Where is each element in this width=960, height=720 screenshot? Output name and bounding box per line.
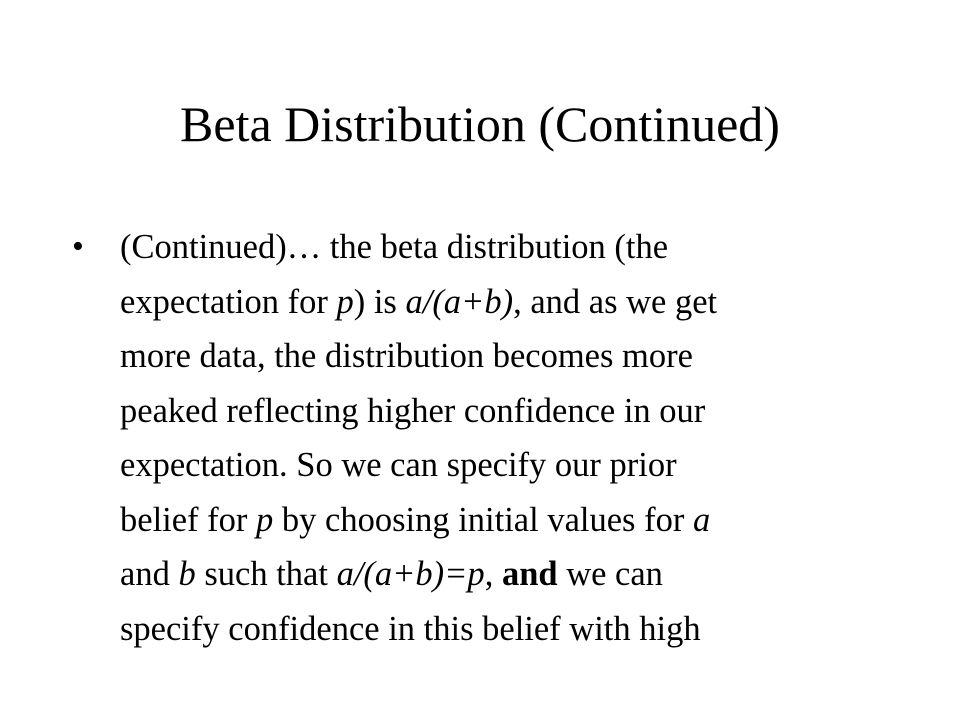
text-segment: , and as we get [513,282,718,321]
text-segment: specify confidence in this belief with high [120,609,701,648]
text-segment: expectation. So we can specify our prior [120,446,677,484]
text-segment: ) is [353,282,406,321]
paragraph-line [120,547,890,602]
slide-title: Beta Distribution (Continued) [180,96,780,152]
text-segment: such that [195,555,337,593]
text-segment: peaked reflecting higher confidence in our [120,391,706,430]
paragraph-line [120,493,890,548]
paragraph-line [120,384,890,439]
text-segment: belief for [120,500,257,539]
italic-text: p [256,500,274,539]
text-segment: more data, the distribution becomes more [120,337,693,375]
italic-text: a [692,500,711,539]
text-segment: we can [557,555,663,593]
paragraph-line [120,602,890,657]
bullet-icon: • [72,228,84,265]
paragraph-line [120,329,890,384]
text-segment: (Continued)… the beta distribution (the [120,228,669,266]
italic-text: p [336,282,354,321]
text-segment: , [484,555,502,593]
bold-text: and [501,555,558,593]
text-segment: expectation for [120,282,337,321]
bullet-paragraph [120,220,890,656]
italic-text: b [178,555,196,593]
text-segment: by choosing initial values for [273,500,693,539]
text-segment: and [120,555,179,593]
paragraph-line [120,220,890,275]
paragraph-line [120,438,890,493]
italic-text: a/(a+b)=p [336,555,485,593]
italic-text: a/(a+b) [405,282,514,321]
paragraph-line [120,275,890,330]
